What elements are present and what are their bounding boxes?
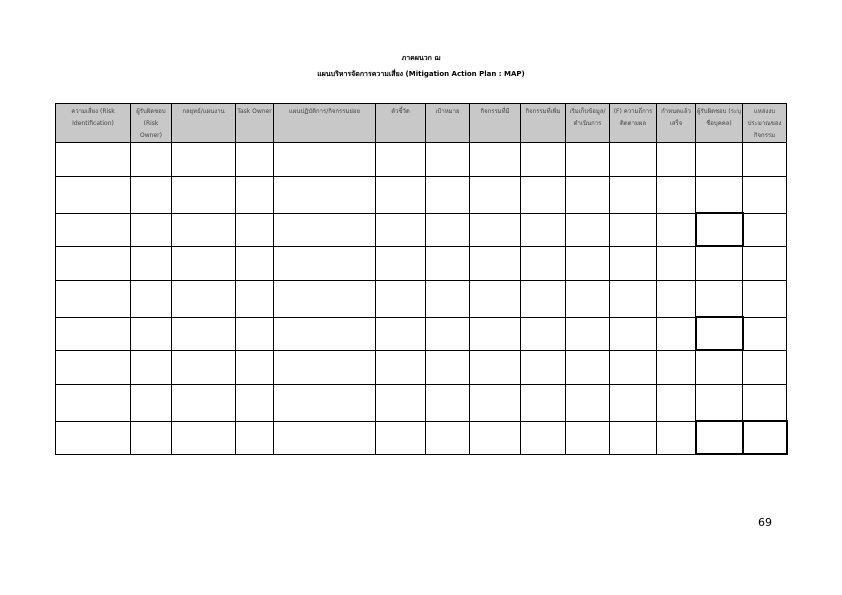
table-cell [610, 281, 657, 318]
column-header: ผู้รับผิดชอบ (ระบุชื่อบุคคล) [696, 104, 743, 143]
table-cell [172, 350, 236, 385]
table-cell [274, 421, 376, 454]
table-cell [376, 213, 426, 246]
column-header: กำหนดแล้วเสร็จ [657, 104, 696, 143]
table-cell [566, 350, 610, 385]
table-cell [743, 177, 787, 214]
table-cell [470, 350, 521, 385]
table-cell [610, 143, 657, 177]
table-cell [131, 421, 172, 454]
table-cell [743, 213, 787, 246]
table-cell [56, 281, 131, 318]
table-cell [426, 177, 470, 214]
table-cell [274, 317, 376, 350]
table-cell [470, 385, 521, 422]
table-cell [426, 350, 470, 385]
table-cell [566, 143, 610, 177]
page-number: 69 [758, 516, 772, 529]
table-cell [376, 385, 426, 422]
table-header-row [56, 104, 787, 143]
table-cell [131, 385, 172, 422]
table-cell [172, 317, 236, 350]
table-cell [743, 350, 787, 385]
table-cell [274, 385, 376, 422]
table-cell [657, 421, 696, 454]
table-cell [131, 213, 172, 246]
table-cell [376, 281, 426, 318]
table-cell [610, 246, 657, 281]
table-cell [236, 213, 274, 246]
table-cell [172, 281, 236, 318]
table-cell [236, 281, 274, 318]
table-cell [236, 246, 274, 281]
table-cell [236, 350, 274, 385]
table-cell [657, 213, 696, 246]
table-cell [566, 177, 610, 214]
table-cell [131, 246, 172, 281]
table-cell [172, 177, 236, 214]
table-cell [131, 177, 172, 214]
table-cell [56, 421, 131, 454]
table-cell [56, 143, 131, 177]
table-cell [696, 317, 743, 350]
table-cell [56, 317, 131, 350]
table-cell [743, 281, 787, 318]
table-cell [236, 385, 274, 422]
column-header: กิจกรรมที่มี [470, 104, 521, 143]
plan-title: แผนบริหารจัดการความเสี่ยง (Mitigation Action Plan : MAP) [317, 70, 525, 78]
table-cell [426, 281, 470, 318]
table-cell [610, 213, 657, 246]
table-cell [376, 143, 426, 177]
table-cell [743, 317, 787, 350]
table-cell [566, 421, 610, 454]
table-cell [743, 246, 787, 281]
table-cell [657, 350, 696, 385]
table-cell [566, 317, 610, 350]
table-cell [376, 246, 426, 281]
table-row [56, 421, 787, 454]
table-cell [236, 317, 274, 350]
table-cell [426, 143, 470, 177]
table-cell [566, 281, 610, 318]
table-cell [696, 281, 743, 318]
table-cell [56, 350, 131, 385]
column-header: เป้าหมาย [426, 104, 470, 143]
table-row [56, 281, 787, 318]
table-cell [521, 143, 566, 177]
table-cell [610, 421, 657, 454]
table-cell [172, 385, 236, 422]
table-cell [470, 246, 521, 281]
table-cell [521, 246, 566, 281]
table-cell [521, 421, 566, 454]
column-header: ผู้รับผิดชอบ (Risk Owner) [131, 104, 172, 143]
table-cell [274, 350, 376, 385]
table-cell [376, 350, 426, 385]
table-cell [426, 317, 470, 350]
table-cell [521, 177, 566, 214]
table-cell [172, 143, 236, 177]
table-cell [131, 350, 172, 385]
table-row [56, 246, 787, 281]
table-cell [657, 317, 696, 350]
column-header: เริ่มเก็บข้อมูล/ดำเนินการ [566, 104, 610, 143]
column-header: ความเสี่ยง (Risk Identification) [56, 104, 131, 143]
table-cell [521, 385, 566, 422]
column-header: กลยุทธ์/แผนงาน [172, 104, 236, 143]
column-header: (F) ความถี่การติดตามผล [610, 104, 657, 143]
table-cell [610, 177, 657, 214]
table-cell [172, 421, 236, 454]
table-cell [274, 177, 376, 214]
table-cell [696, 213, 743, 246]
column-header: ตัวชี้วัด [376, 104, 426, 143]
table-cell [131, 317, 172, 350]
table-cell [131, 143, 172, 177]
table-cell [470, 213, 521, 246]
table-cell [566, 213, 610, 246]
table-row [56, 177, 787, 214]
table-cell [426, 385, 470, 422]
table-cell [521, 317, 566, 350]
table-cell [610, 385, 657, 422]
table-cell [743, 385, 787, 422]
table-cell [376, 177, 426, 214]
table-cell [426, 421, 470, 454]
table-body [56, 143, 787, 455]
table-cell [470, 317, 521, 350]
table-cell [696, 246, 743, 281]
table-cell [743, 421, 787, 454]
table-cell [236, 143, 274, 177]
table-cell [56, 246, 131, 281]
table-cell [521, 213, 566, 246]
table-cell [521, 281, 566, 318]
table-cell [274, 213, 376, 246]
table-row [56, 317, 787, 350]
table-cell [426, 213, 470, 246]
column-header: Task Owner [236, 104, 274, 143]
table-cell [131, 281, 172, 318]
table-cell [236, 177, 274, 214]
table-cell [657, 143, 696, 177]
table-cell [376, 317, 426, 350]
table-row [56, 143, 787, 177]
table-cell [696, 143, 743, 177]
table-cell [274, 143, 376, 177]
table-cell [470, 421, 521, 454]
table-cell [696, 350, 743, 385]
table-cell [274, 246, 376, 281]
table-row [56, 350, 787, 385]
table-cell [274, 281, 376, 318]
table-cell [470, 177, 521, 214]
table-cell [236, 421, 274, 454]
table-cell [566, 385, 610, 422]
table-cell [696, 421, 743, 454]
table-cell [696, 177, 743, 214]
table-cell [470, 143, 521, 177]
table-cell [743, 143, 787, 177]
appendix-heading: ภาคผนวก ฌ [401, 54, 441, 62]
table-cell [521, 350, 566, 385]
table-cell [56, 213, 131, 246]
table-row [56, 213, 787, 246]
table-cell [470, 281, 521, 318]
table-cell [56, 177, 131, 214]
table-cell [610, 350, 657, 385]
table-cell [657, 177, 696, 214]
table-cell [56, 385, 131, 422]
column-header: แผนปฏิบัติการ/กิจกรรมย่อย [274, 104, 376, 143]
mitigation-action-plan-table [55, 103, 788, 455]
table-row [56, 385, 787, 422]
table-cell [657, 246, 696, 281]
table-cell [657, 281, 696, 318]
table-cell [376, 421, 426, 454]
table-cell [566, 246, 610, 281]
column-header: แหล่งงบประมาณของกิจกรรม [743, 104, 787, 143]
table-cell [172, 246, 236, 281]
table-cell [610, 317, 657, 350]
column-header: กิจกรรมที่เพิ่ม [521, 104, 566, 143]
table-cell [172, 213, 236, 246]
table-cell [657, 385, 696, 422]
table-cell [426, 246, 470, 281]
table-cell [696, 385, 743, 422]
